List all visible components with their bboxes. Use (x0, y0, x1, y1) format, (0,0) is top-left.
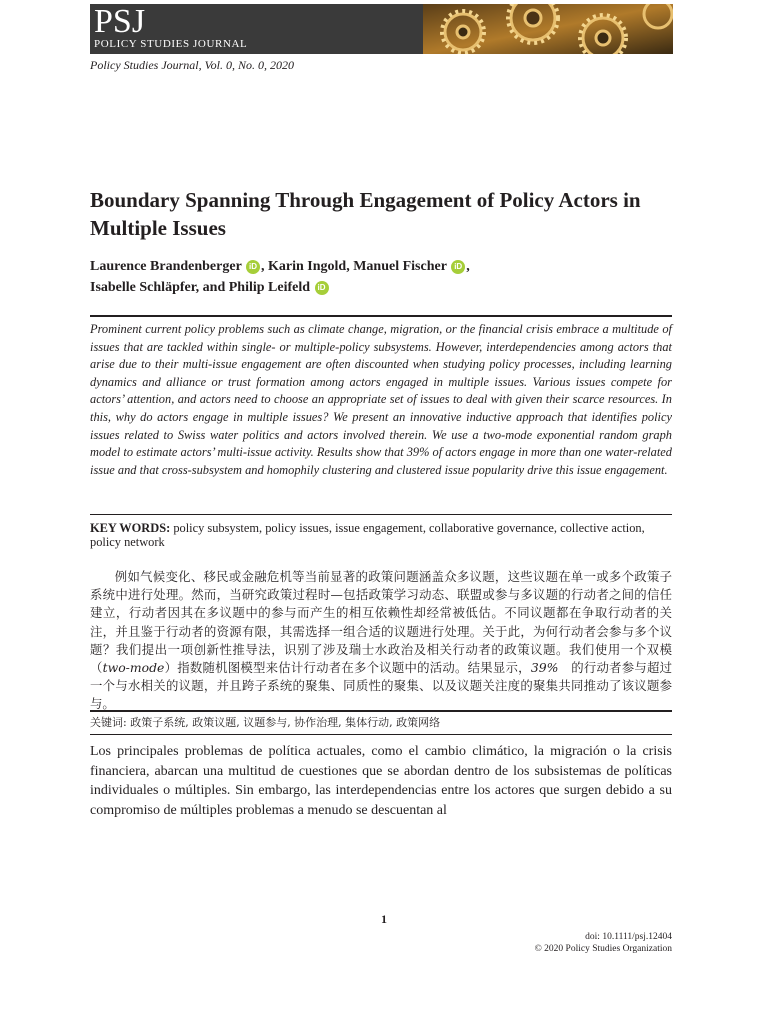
journal-citation: Policy Studies Journal, Vol. 0, No. 0, 2020 (90, 58, 294, 72)
abstract-zh-text: 的行动者参与超过一个与水相关的议题，并且跨子系统的聚集、同质性的聚集、以及议题关注度的聚集共同推动了该议题参与。 (90, 660, 673, 712)
journal-name: POLICY STUDIES JOURNAL (94, 38, 248, 50)
author-name: Isabelle Schläpfer, and Philip Leifeld (90, 280, 311, 295)
doi-link[interactable]: doi: 10.1111/psj.12404 (585, 932, 672, 942)
orcid-icon[interactable]: iD (246, 260, 260, 274)
divider (90, 734, 672, 735)
author-name: , Karin Ingold, Manuel Fischer (261, 259, 447, 274)
keywords-chinese: 关键词: 政策子系统, 政策议题, 议题参与, 协作治理, 集体行动, 政策网络 (90, 716, 441, 729)
abstract-chinese (90, 568, 672, 714)
divider (90, 315, 672, 317)
abstract-zh-italic: two-mode (102, 660, 165, 676)
copyright: © 2020 Policy Studies Organization (534, 944, 672, 954)
journal-banner (90, 4, 673, 54)
author-name: Laurence Brandenberger (90, 259, 242, 274)
keywords-label: KEY WORDS: (90, 521, 171, 535)
page-number: 1 (381, 912, 387, 926)
orcid-icon[interactable]: iD (451, 260, 465, 274)
gears-image (423, 4, 673, 54)
keywords-english (90, 521, 672, 549)
logo-text: PSJ (94, 4, 146, 40)
abstract-spanish: Los principales problemas de política actuales, como el cambio climático, la migración o la crisis financiera, abarcan una multitud de cuestiones que se abordan dentro de los subsistemas de políticas individuales o múltiples. Sin embargo, las interdependencias entre los actores que surgen debido a su compromiso de múltiples problemas a menudo se descuentan al (90, 744, 672, 818)
journal-logo (94, 4, 247, 50)
abstract-zh-italic: 39% (530, 660, 559, 676)
doi-block (535, 931, 672, 955)
abstract-zh-text: ）指数随机图模型来估计行动者在多个议题中的活动。结果显示， (164, 660, 531, 676)
divider (90, 514, 672, 515)
article-title: Boundary Spanning Through Engagement of Policy Actors in Multiple Issues (90, 188, 641, 240)
author-separator: , (466, 259, 470, 274)
abstract-english: Prominent current policy problems such as climate change, migration, or the financial crisis embrace a multitude of issues that are tackled within single- or multiple-policy subsystems. However, interdependencies among actors that arise due to their multi-issue engagement are often discounted when studying policy processes, including learning dynamics and alliance or trust formation among actors engaged in multiple issues. Various issues compete for actors’ attention, and actors need to choose an appropriate set of issues to deal with given their scarce resources. In this, why do actors engage in multiple issues? We present an innovative inductive approach that identifies policy issues related to Swiss water politics and actors involved therein. We use a two-mode exponential random graph model to estimate actors’ multi-issue activity. Results show that 39% of actors engage in more than one water-related issue and that cross-subsystem and homophily clustering and clustered issue popularity drive this issue engagement. (90, 322, 672, 477)
divider (90, 710, 672, 712)
author-list (90, 256, 650, 298)
orcid-icon[interactable]: iD (315, 281, 329, 295)
keywords-text: policy subsystem, policy issues, issue engagement, collaborative governance, collective action, policy network (90, 521, 645, 549)
abstract-zh-text: 例如气候变化、移民或金融危机等当前显著的政策问题涵盖众多议题，这些议题在单一或多个政策子系统中进行处理。然而，当研究政策过程时—包括政策学习动态、联盟或参与多议题的行动者之间的信任建立，行动者因其在多议题中的参与而产生的相互依赖性却经常被低估。不同议题都在争取行动者的关注，并且鉴于行动者的资源有限，其需选择一组合适的议题进行处理。关于此，为何行动者会参与多个议题？我们提出一项创新性推导法，识别了涉及瑞士水政治及相关行动者的政策议题。我们使用一个双模（ (90, 569, 672, 676)
